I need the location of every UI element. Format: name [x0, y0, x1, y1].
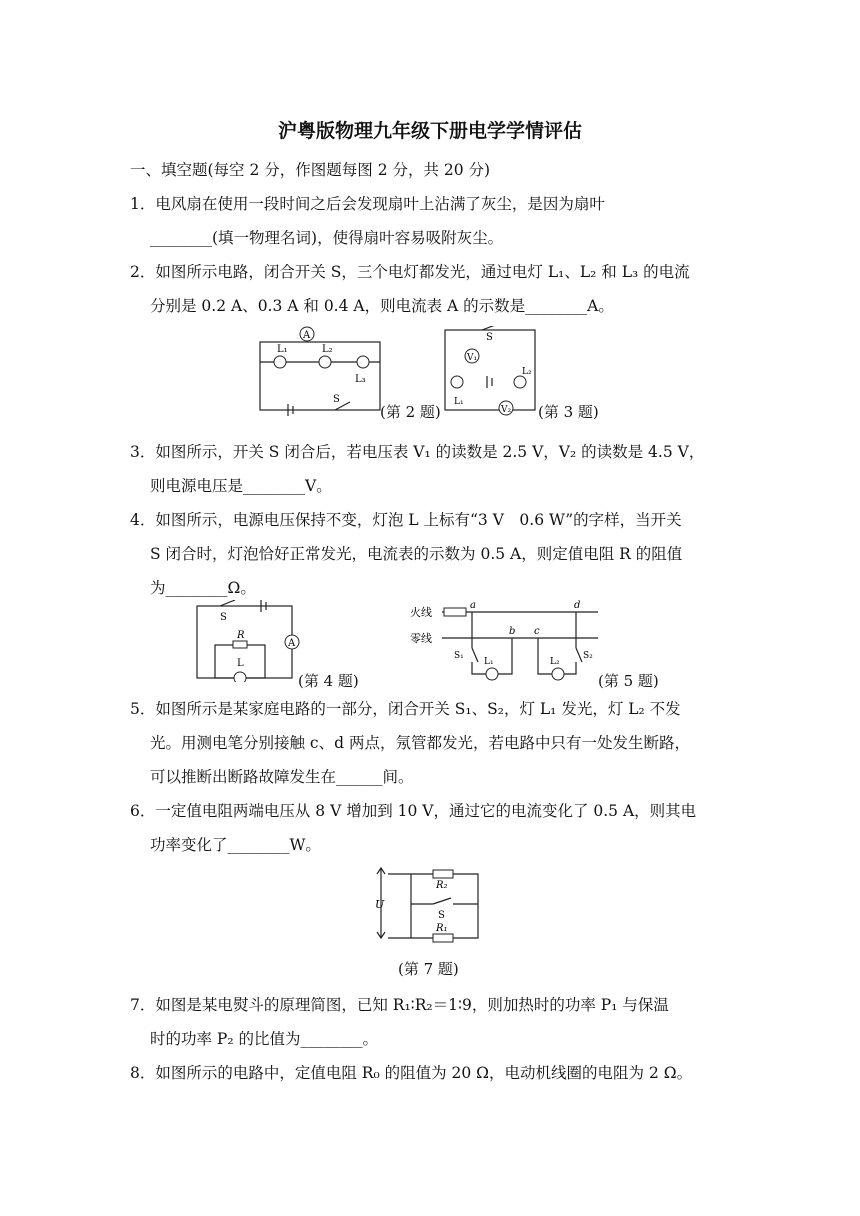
- neutral-wire-label: 零线: [410, 632, 432, 645]
- figure-5-circuit: [408, 598, 600, 684]
- q5-line2: 光。用测电笔分别接触 c、d 两点，氖管都发光，若电路中只有一处发生断路，: [150, 734, 690, 752]
- figure-7-circuit: [373, 862, 483, 944]
- resistor-r1-icon: [433, 934, 453, 942]
- ammeter-label: A: [303, 330, 311, 341]
- figure-3-circuit: [440, 326, 540, 418]
- point-c-label: c: [534, 626, 540, 637]
- figure-2-caption: (第 2 题): [380, 403, 441, 421]
- lamp-l-icon: [234, 672, 246, 682]
- resistor-r-label: R: [237, 630, 245, 641]
- switch-label: S: [486, 332, 493, 343]
- lamp-l-label: L: [237, 658, 244, 669]
- page-title: 沪粤版物理九年级下册电学学情评估: [277, 120, 582, 142]
- lamp-l1-label: L₁: [484, 657, 494, 667]
- resistor-r-icon: [233, 641, 247, 648]
- lamp-l1-icon: [486, 668, 498, 680]
- lamp-l2-label: L₂: [550, 657, 560, 667]
- figure-4-caption: (第 4 题): [298, 672, 359, 690]
- lamp-l2-label: L₂: [522, 367, 532, 377]
- q1-line2: ________(填一物理名词)，使得扇叶容易吸附灰尘。: [150, 229, 504, 247]
- lamp-l2-icon: [552, 668, 564, 680]
- switch-s2-label: S₂: [583, 651, 593, 661]
- q8-line1: 8．如图所示的电路中，定值电阻 R₀ 的阻值为 20 Ω，电动机线圈的电阻为 2 Ω。: [130, 1064, 693, 1082]
- switch-icon: [220, 600, 235, 606]
- lamp-l1-label: L₁: [277, 344, 288, 355]
- q5-line3: 可以推断出断路故障发生在______间。: [150, 768, 414, 786]
- q6-line1: 6．一定值电阻两端电压从 8 V 增加到 10 V，通过它的电流变化了 0.5 A，则其电: [130, 802, 697, 820]
- lamp-l1-icon: [274, 356, 286, 368]
- q7-line1: 7．如图是某电熨斗的原理简图，已知 R₁∶R₂＝1∶9，则加热时的功率 P₁ 与保温: [130, 996, 669, 1014]
- q5-line1: 5．如图所示是某家庭电路的一部分，闭合开关 S₁、S₂，灯 L₁ 发光，灯 L₂ 不发: [130, 700, 681, 718]
- lamp-l2-label: L₂: [322, 344, 333, 355]
- q2-line2: 分别是 0.2 A、0.3 A 和 0.4 A，则电流表 A 的示数是________A。: [150, 297, 614, 315]
- figure-2-circuit: [255, 322, 385, 417]
- switch-s1-icon: [472, 648, 478, 662]
- q1-line1: 1．电风扇在使用一段时间之后会发现扇叶上沾满了灰尘，是因为扇叶: [130, 195, 605, 213]
- q4-line2: S 闭合时，灯泡恰好正常发光，电流表的示数为 0.5 A，则定值电阻 R 的阻值: [150, 545, 683, 563]
- figure-7-caption: (第 7 题): [398, 960, 459, 978]
- switch-label: S: [220, 612, 227, 623]
- switch-s2-icon: [576, 648, 582, 662]
- lamp-l1-icon: [451, 376, 463, 388]
- voltmeter-v2-label: V₂: [501, 405, 512, 415]
- resistor-r2-icon: [433, 870, 453, 878]
- switch-label: S: [333, 394, 340, 405]
- q3-line2: 则电源电压是________V。: [150, 477, 332, 495]
- resistor-r2-label: R₂: [436, 880, 448, 891]
- q4-line3: 为________Ω。: [150, 579, 256, 597]
- q2-line1: 2．如图所示电路，闭合开关 S，三个电灯都发光，通过电灯 L₁、L₂ 和 L₃ 的电流: [130, 263, 690, 281]
- q6-line2: 功率变化了________W。: [150, 836, 321, 854]
- lamp-l1-label: L₁: [454, 397, 464, 407]
- resistor-r1-label: R₁: [436, 923, 448, 934]
- lamp-l2-icon: [514, 376, 526, 388]
- point-d-label: d: [574, 600, 581, 611]
- live-wire-label: 火线: [410, 606, 432, 619]
- switch-label: S: [438, 910, 445, 921]
- switch-icon: [482, 326, 498, 330]
- fuse-icon: [444, 608, 466, 616]
- q3-line1: 3．如图所示，开关 S 闭合后，若电压表 V₁ 的读数是 2.5 V，V₂ 的读数是 4.5 V，: [130, 443, 705, 461]
- section-heading: 一、填空题(每空 2 分，作图题每图 2 分，共 20 分): [130, 161, 491, 179]
- q4-line1: 4．如图所示，电源电压保持不变，灯泡 L 上标有“3 V 0.6 W”的字样，当开关: [130, 511, 682, 529]
- ammeter-label: A: [288, 638, 296, 649]
- lamp-l2-icon: [319, 356, 331, 368]
- voltmeter-v1-label: V₁: [467, 353, 478, 363]
- q7-line2: 时的功率 P₂ 的比值为________。: [150, 1030, 378, 1048]
- point-b-label: b: [509, 626, 516, 637]
- switch-icon: [433, 898, 451, 904]
- figure-5-caption: (第 5 题): [598, 672, 659, 690]
- lamp-l3-label: L₃: [355, 374, 366, 385]
- switch-s1-label: S₁: [454, 651, 464, 661]
- figure-3-caption: (第 3 题): [538, 403, 599, 421]
- voltage-u-label: U: [375, 898, 385, 911]
- point-a-label: a: [470, 600, 476, 611]
- lamp-l3-icon: [357, 356, 369, 368]
- figure-4-circuit: [195, 600, 300, 682]
